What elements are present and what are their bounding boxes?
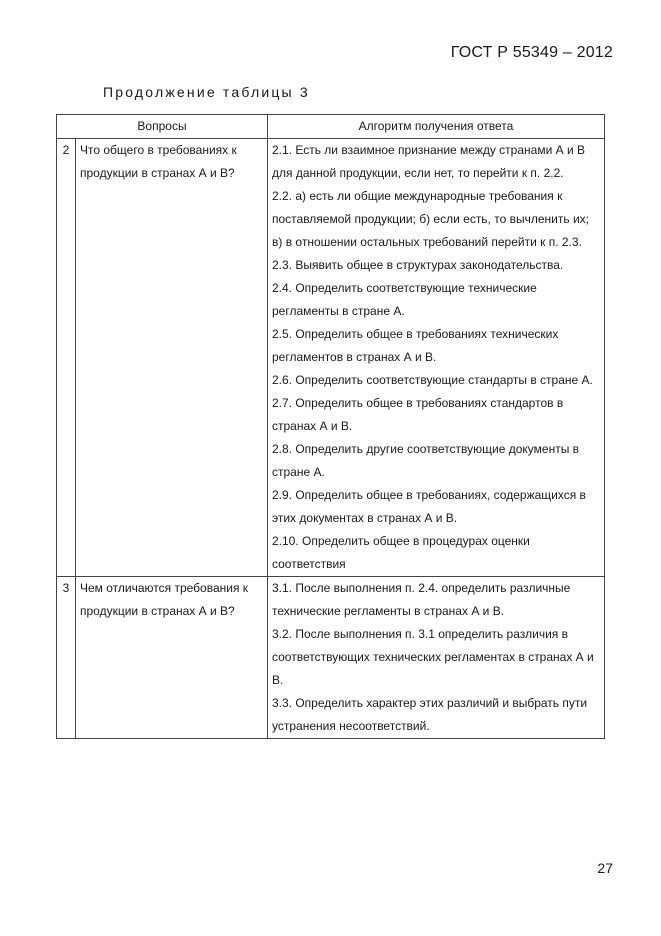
answer-cell [268, 577, 605, 739]
answer-step: 3.3. Определить характер этих различий и выбрать пути устранения несоответствий. [272, 696, 588, 733]
row-number: 3 [57, 577, 76, 739]
answer-step: 2.2. а) есть ли общие международные требования к поставляемой продукции; б) если есть, то вычленить их; в) в отношении остальных требований перейти к п. 2.3. [272, 189, 589, 249]
answer-step: 2.3. Выявить общее в структурах законодательства. [272, 258, 564, 272]
column-header-questions: Вопросы [57, 115, 268, 139]
question-text: Чем отличаются требования к продукции в странах А и В? [80, 581, 249, 618]
answer-step: 2.6. Определить соответствующие стандарты в стране А. [272, 373, 593, 387]
table-row [57, 139, 605, 577]
answer-step: 3.2. После выполнения п. 3.1 определить различия в соответствующих технических регламентах в странах А и В. [272, 627, 594, 687]
answer-step: 2.10. Определить общее в процедурах оценки соответствия [272, 534, 530, 571]
table-row [57, 577, 605, 739]
question-cell [76, 139, 268, 577]
table-header-row [57, 115, 605, 139]
column-header-algorithm: Алгоритм получения ответа [268, 115, 605, 139]
answer-step: 2.5. Определить общее в требованиях технических регламентов в странах А и В. [272, 327, 559, 364]
standard-header: ГОСТ Р 55349 – 2012 [450, 44, 613, 61]
question-cell [76, 577, 268, 739]
answer-step: 2.9. Определить общее в требованиях, содержащихся в этих документах в странах А и В. [272, 488, 586, 525]
answer-step: 2.8. Определить другие соответствующие документы в стране А. [272, 442, 580, 479]
row-number: 2 [57, 139, 76, 577]
answer-step: 3.1. После выполнения п. 2.4. определить различные технические регламенты в странах А и В. [272, 581, 571, 618]
question-text: Что общего в требованиях к продукции в странах А и В? [80, 143, 237, 180]
answer-step: 2.7. Определить общее в требованиях стандартов в странах А и В. [272, 396, 564, 433]
table-caption: Продолжение таблицы 3 [103, 84, 310, 100]
requirements-table [56, 114, 605, 739]
answer-step: 2.1. Есть ли взаимное признание между странами А и В для данной продукции, если нет, то перейти к п. 2.2. [272, 143, 585, 180]
answer-cell [268, 139, 605, 577]
answer-step: 2.4. Определить соответствующие технические регламенты в стране А. [272, 281, 537, 318]
page-number: 27 [597, 860, 613, 876]
